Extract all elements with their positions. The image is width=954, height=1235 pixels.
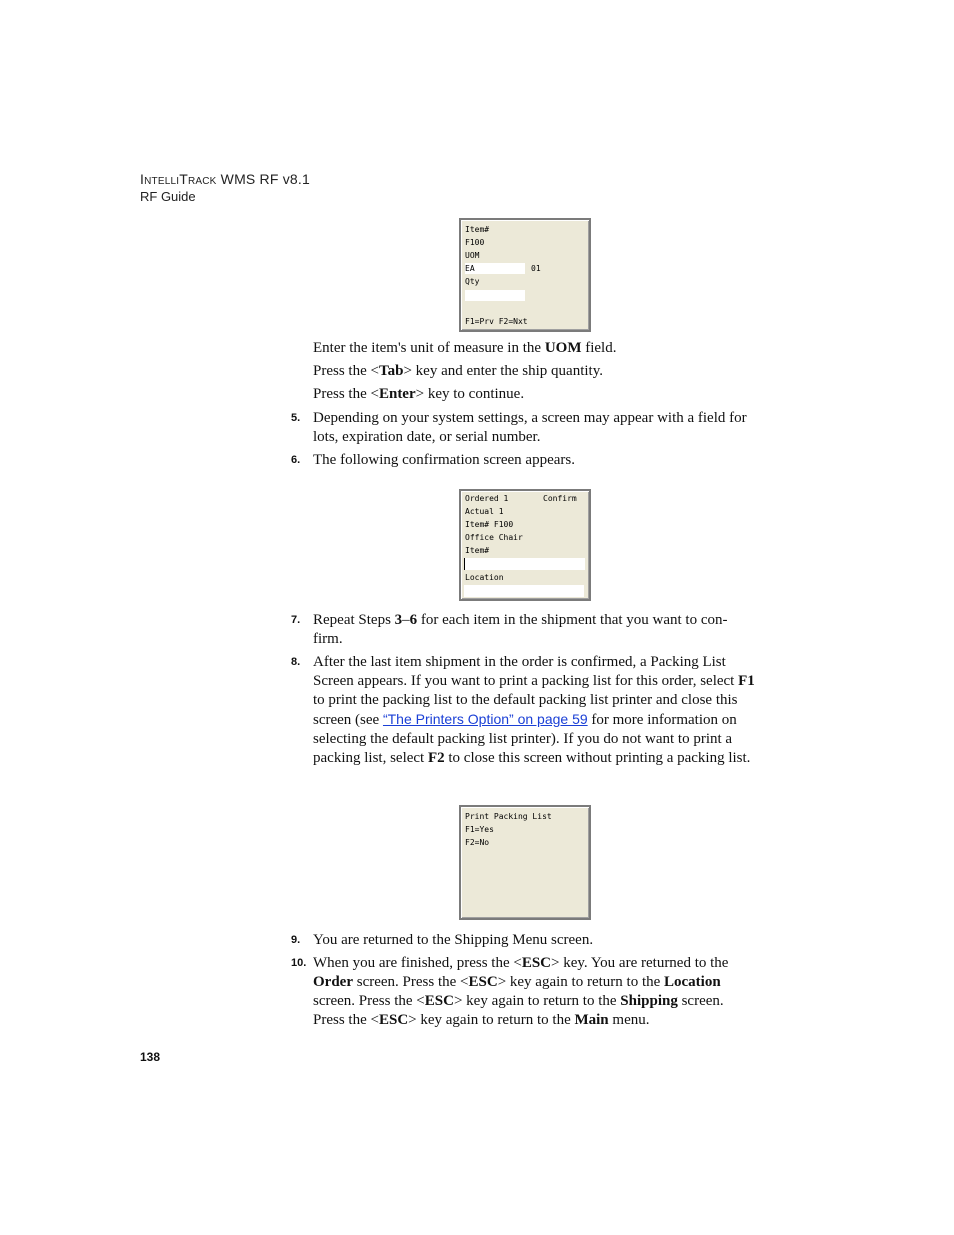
step-9-number: 9. <box>291 934 301 946</box>
uom-value: EA <box>465 264 475 273</box>
step-8-number: 8. <box>291 656 301 668</box>
brand-initial: I <box>140 171 145 187</box>
rf-actual: Actual 1 <box>465 507 504 516</box>
step-9-text: You are returned to the Shipping Menu screen. <box>313 932 594 948</box>
rf-value-item: F100 <box>465 238 485 247</box>
rf-label-item: Item# <box>465 225 490 234</box>
rf-label-qty: Qty <box>465 277 480 286</box>
printers-option-link[interactable]: “The Printers Option” on page 59 <box>382 711 588 727</box>
running-header <box>140 170 310 206</box>
item-input[interactable] <box>464 558 585 570</box>
step-7-number: 7. <box>291 614 301 626</box>
intro-enter: Press the <Enter> key to continue. <box>313 386 525 402</box>
rf-item-label: Item# <box>465 546 490 555</box>
intro-uom: Enter the item's unit of measure in the UOM field. <box>313 340 617 356</box>
product-version: WMS RF v8.1 <box>216 171 310 187</box>
rf-item-number: Item# F100 <box>465 520 514 529</box>
rf-ordered: Ordered 1 <box>465 494 509 503</box>
rf-label-uom: UOM <box>465 251 480 260</box>
uom-code: 01 <box>531 264 541 273</box>
step-6-text: The following confirmation screen appears. <box>313 452 575 468</box>
step-10-number: 10. <box>291 957 307 969</box>
step-5-text: Depending on your system settings, a screen may appear with a field for lots, expiration date, or serial number. <box>313 410 747 445</box>
rf-location-label: Location <box>465 573 504 582</box>
step-10-text: When you are finished, press the <ESC> key. You are returned to the Order screen. Press the <ESC> key again to return to the Location screen. Press the <ESC> key again to return to the Shipping screen. Press the <ESC> key again to return to the Main menu. <box>313 955 729 1028</box>
location-input[interactable] <box>464 585 584 597</box>
rf-item-description: Office Chair <box>465 533 523 542</box>
rf-confirm: Confirm <box>543 494 577 503</box>
qty-input[interactable] <box>465 290 525 301</box>
brand-part1: ntelli <box>144 171 180 187</box>
product-title <box>140 170 310 188</box>
rf-footer-keys: F1=Prv F2=Nxt <box>465 317 528 326</box>
rf-option-no[interactable]: F2=No <box>465 838 490 847</box>
brand-initial-t: T <box>179 171 188 187</box>
brand-part2: rack <box>187 171 217 187</box>
intro-tab: Press the <Tab> key and enter the ship quantity. <box>313 363 603 379</box>
step-7-text: Repeat Steps 3–6 for each item in the shipment that you want to con-firm. <box>313 612 728 647</box>
rf-option-yes[interactable]: F1=Yes <box>465 825 494 834</box>
rf-print-packing-list: Print Packing List <box>465 812 552 821</box>
rf-screen-packing-list <box>459 805 591 920</box>
rf-screen-item-uom <box>459 218 591 332</box>
step-5-number: 5. <box>291 412 301 424</box>
page-number: 138 <box>140 1050 161 1064</box>
guide-subtitle: RF Guide <box>140 189 196 204</box>
step-6-number: 6. <box>291 454 301 466</box>
rf-screen-confirm <box>459 489 591 601</box>
step-8-text: After the last item shipment in the order is confirmed, a Packing List Screen appears. If you want to print a packing list for this order, select F1 to print the packing list to the default packing list printer and close this screen (see “The Printers Option” on page 59 for more information on selecting the default packing list printer). If you do not want to print a packing list, select F2 to close this screen without printing a packing list. <box>313 654 755 766</box>
